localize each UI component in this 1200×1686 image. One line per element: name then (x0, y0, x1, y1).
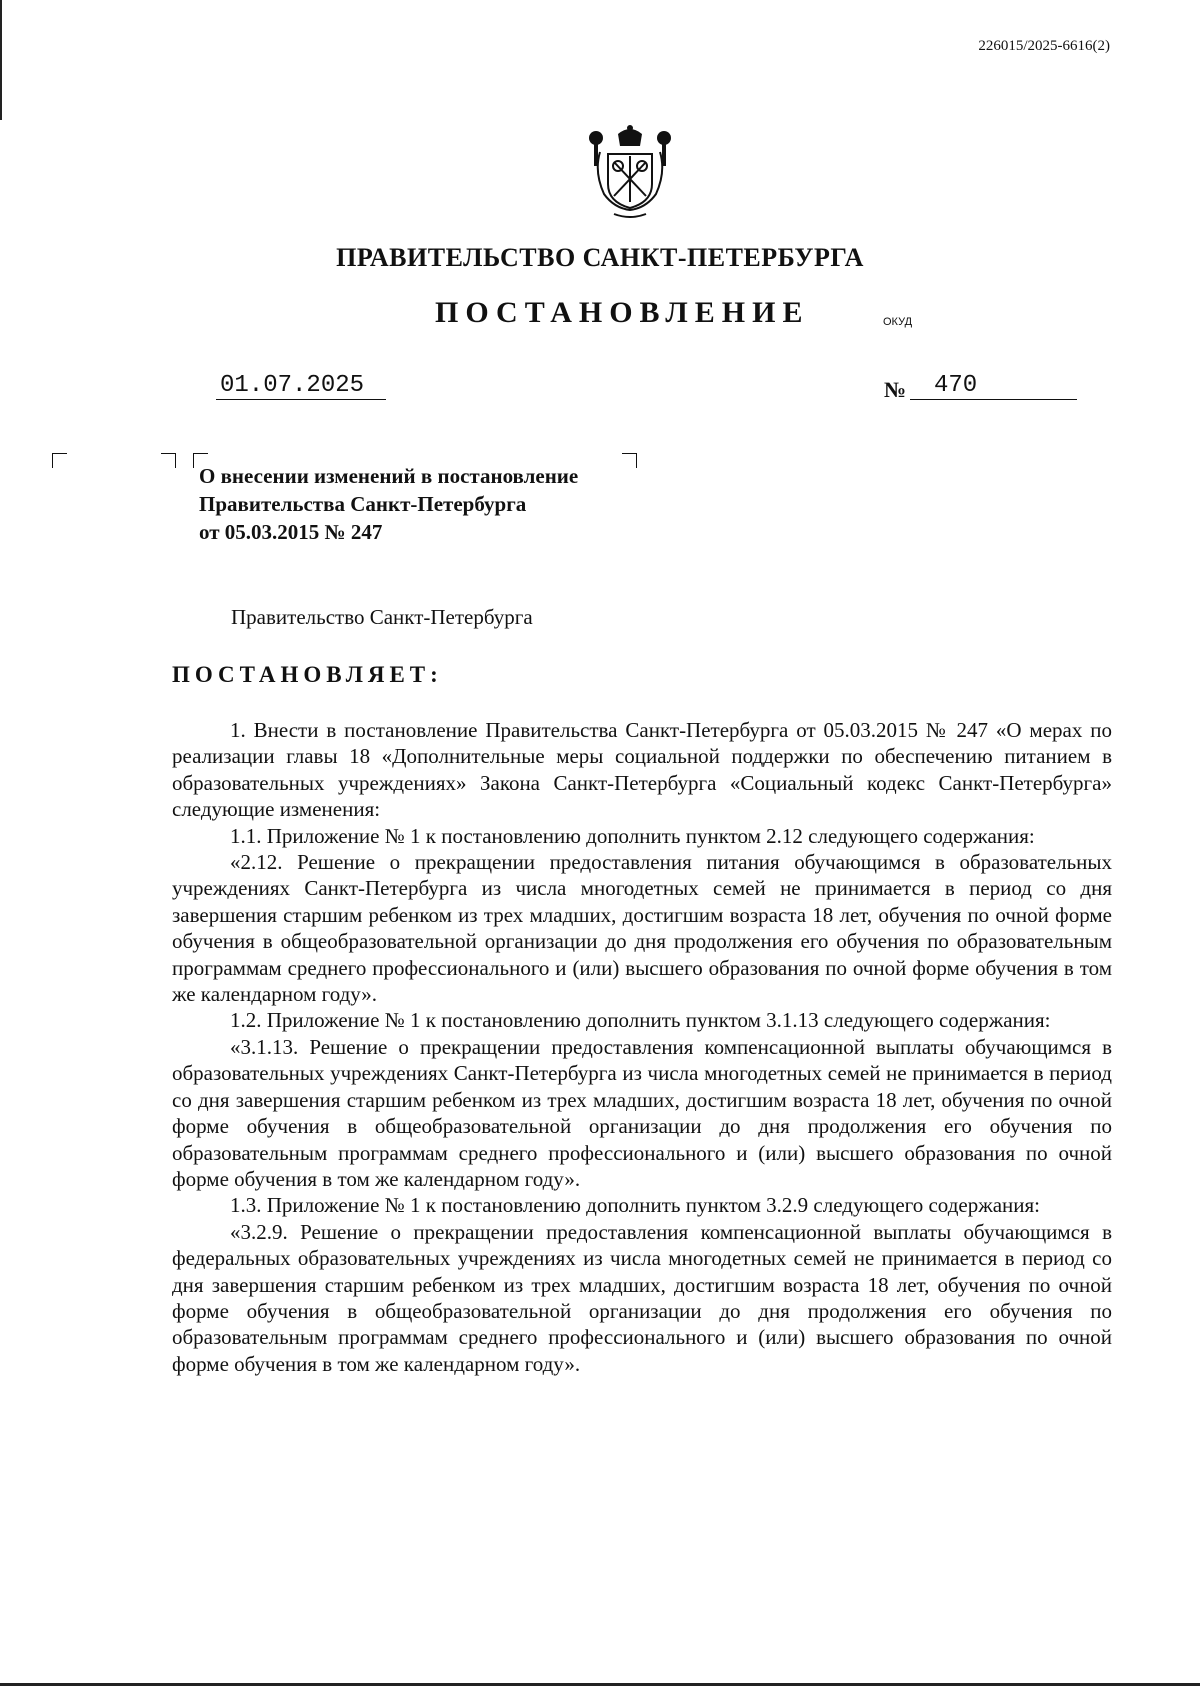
paragraph: «3.1.13. Решение о прекращении предоставления компенсационной выплаты обучающимся в образовательных учреждениях Санкт-Петербурга из числа многодетных семей не принимается в период со дня завершения старшим ребенком из трех младших, достигшим возраста 18 лет, обучения по очной форме обучения в общеобразовательной организации до дня продолжения его обучения по образовательным программам среднего профессионального и (или) высшего образования по очной форме обучения в том же календарном году». (172, 1034, 1112, 1191)
paragraph: 1.2. Приложение № 1 к постановлению дополнить пунктом 3.1.13 следующего содержания: (230, 1008, 1051, 1033)
corner-bracket (52, 453, 67, 468)
issuer: Правительство Санкт-Петербурга (231, 605, 533, 629)
subject-line: О внесении изменений в постановление (199, 464, 579, 488)
paragraph: 1.1. Приложение № 1 к постановлению дополнить пунктом 2.12 следующего содержания: (230, 823, 1035, 848)
okud-label: ОКУД (883, 316, 913, 328)
government-title: ПРАВИТЕЛЬСТВО САНКТ-ПЕТЕРБУРГА (336, 243, 864, 272)
number-label: № (884, 377, 907, 402)
paragraph: «3.2.9. Решение о прекращении предоставления компенсационной выплаты обучающимся в федеральных образовательных учреждениях из числа многодетных семей не принимается в период со дня завершения старшим ребенком из трех младших, достигшим возраста 18 лет, обучения по очной форме обучения в общеобразовательной организации до дня продолжения его обучения по образовательным программам среднего профессионального и (или) высшего образования по очной форме обучения в том же календарном году». (172, 1219, 1112, 1376)
document-date: 01.07.2025 (216, 373, 386, 400)
corner-bracket (622, 453, 637, 468)
paragraph: «2.12. Решение о прекращении предоставления питания обучающимся в образовательных учреждениях Санкт-Петербурга из числа многодетных семей не принимается в период со дня завершения старшим ребенком из трех младших, достигшим возраста 18 лет, обучения по очной форме обучения в общеобразовательной организации до дня продолжения его обучения по образовательным программам среднего профессионального и (или) высшего образования по очной форме обучения в том же календарном году». (172, 850, 1112, 1007)
document-number: 470 (910, 373, 1077, 400)
paragraph: 1.3. Приложение № 1 к постановлению дополнить пунктом 3.2.9 следующего содержания: (230, 1193, 1040, 1218)
paragraph: 1. Внести в постановление Правительства Санкт-Петербурга от 05.03.2015 № 247 «О мерах по реализации главы 18 «Дополнительные меры социальной поддержки по обеспечению питанием в образовательных учреждениях» Закона Санкт-Петербурга «Социальный кодекс Санкт-Петербурга» следующие изменения: (172, 718, 1112, 822)
registration-number: 226015/2025-6616(2) (978, 38, 1110, 54)
decree-body (172, 717, 1112, 1377)
saint-petersburg-coat-of-arms-icon (580, 122, 680, 222)
document-type: ПОСТАНОВЛЕНИЕ (435, 296, 810, 329)
subject-line: Правительства Санкт-Петербурга (199, 492, 527, 516)
subject-line: от 05.03.2015 № 247 (199, 520, 383, 544)
corner-bracket (161, 453, 176, 468)
document-subject (199, 462, 578, 546)
scan-edge-left (0, 0, 2, 120)
decrees-heading: ПОСТАНОВЛЯЕТ: (172, 662, 443, 687)
